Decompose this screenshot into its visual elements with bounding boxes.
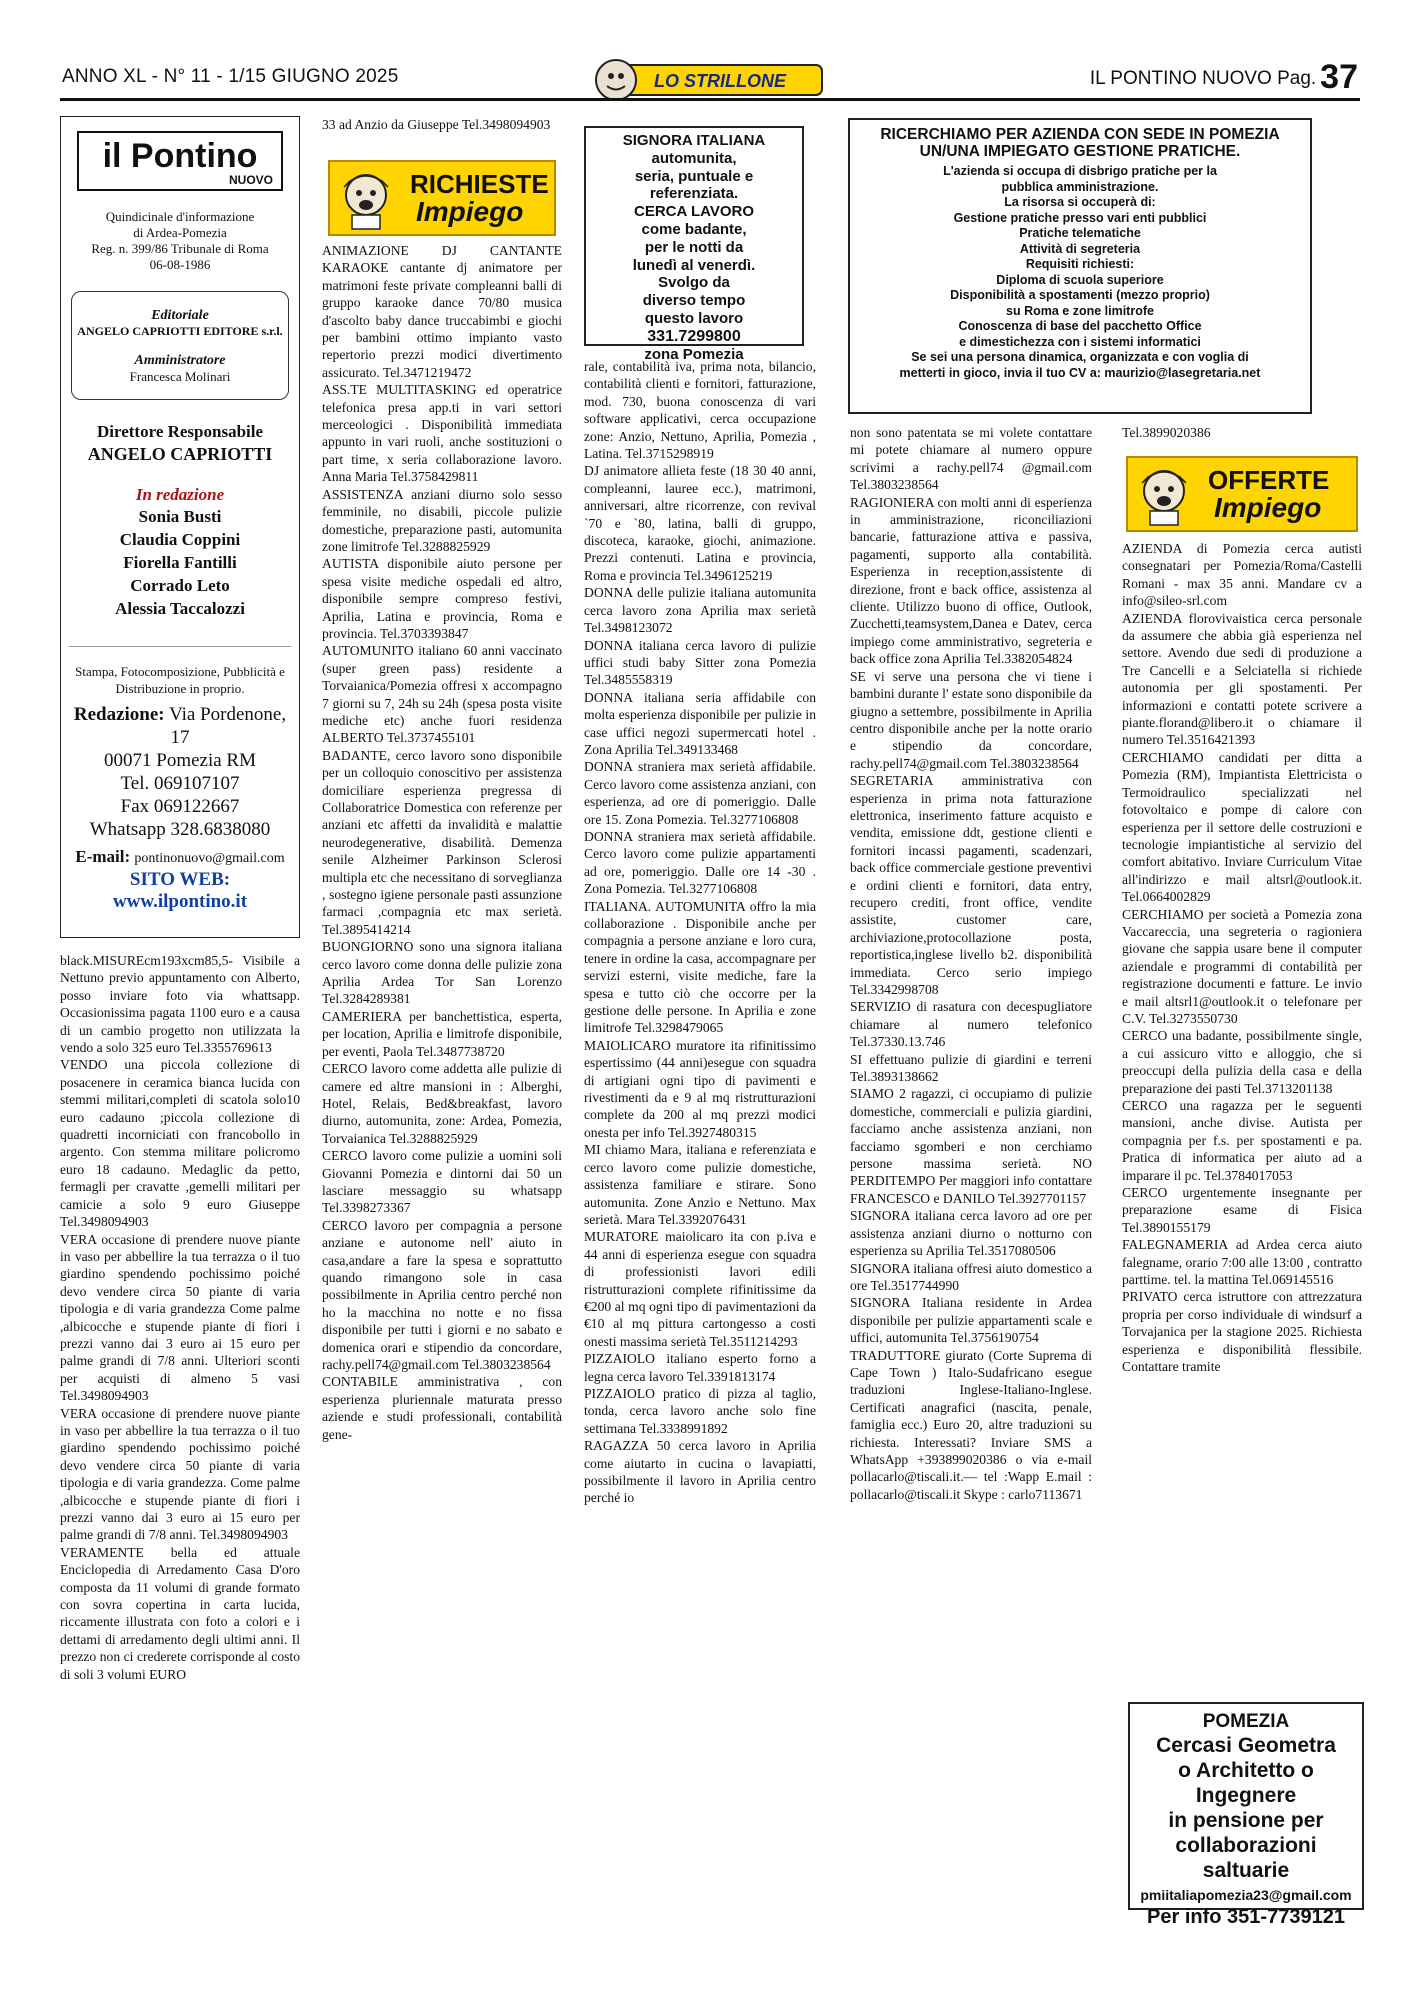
ad-line: Gestione pratiche presso vari enti pubblici xyxy=(953,210,1207,225)
info-line: Reg. n. 399/86 Tribunale di Roma xyxy=(91,241,269,256)
ad-line: come badante, xyxy=(641,220,747,238)
paper-subtitle: NUOVO xyxy=(228,173,273,187)
classified-ad: DONNA italiana seria affidabile con molta esperienza disponibile per pulizie in case uffici negozi supermercati hotel . Zona Aprilia Tel.349133468 xyxy=(584,689,816,757)
classified-ad: ANIMAZIONE DJ CANTANTE KARAOKE cantante dj animatore per matrimoni feste private compleanni balli di gruppo karaoke dance 70/80 musica d'ascolto baby dance truccabimbi e giochi per bambini ottimo impianto vasto repertorio prezzi modici divertimento assicurato. Tel.3471219472 xyxy=(322,243,562,380)
newsboy-icon xyxy=(1128,459,1202,529)
ad-headline xyxy=(850,126,1310,160)
classified-ad: SERVIZIO di rasatura con decespugliatore chiamare al numero telefonico Tel.37330.13.746 xyxy=(850,999,1092,1050)
ad-line: L'azienda si occupa di disbrigo pratiche per la xyxy=(943,164,1217,178)
classified-ad: VENDO una piccola collezione di posacenere in ceramica bianca lucida con stemmi militari,completi di scatola solo10 euro cadauno ;piccola collezione di quadretti incorniciati con francobollo in argento. Con stemma militare policromo euro 18 cadauno. Medaglic da petto, fermagli per cravatte ,gemelli militari per camicie a solo 9 euro Giuseppe Tel.3498094903 xyxy=(60,1057,300,1230)
fax: Fax 069122667 xyxy=(120,796,240,817)
classified-ad: DONNA straniera max serietà affidabile. Cerco lavoro come pulizie appartamenti ad ore, pomeriggio. Dalle ore 14 -30 . Zona Pomezia. Tel.3277106808 xyxy=(584,828,816,897)
ad-email[interactable]: pmiitaliapomezia23@gmail.com xyxy=(1140,1887,1352,1903)
richieste-impiego-badge xyxy=(328,160,556,236)
email-address[interactable]: pontinonuovo@gmail.com xyxy=(134,851,285,866)
column-5 xyxy=(1122,540,1362,1690)
ad-line: Conoscenza di base del pacchetto Office xyxy=(958,319,1202,333)
classified-ad: MURATORE maiolicaro ita con p.iva e 44 anni di esperienza esegue con squadra di professionisti lavori edili ristrutturazioni complete rifinitissime da €200 al mq ogni tipo di pavimentazioni da €10 al mq pittura cartongesso a costi onesti massima serietà Tel.3511214293 xyxy=(584,1229,816,1349)
ad-line: Pratiche telematiche xyxy=(1019,226,1141,240)
phone: Tel. 069107107 xyxy=(120,773,240,794)
column-4 xyxy=(850,424,1092,1984)
ad-line: in pensione per xyxy=(1168,1809,1324,1832)
classified-ad: CERCO una ragazza per le seguenti mansioni, anche divise. Autista per compagnia per f.s. per spostamenti e pa. Pratica di informatica per aiuto ad a imparare il pc. Tel.3784017053 xyxy=(1122,1098,1362,1183)
staff-name: Fiorella Fantilli xyxy=(123,553,237,572)
ad-line: Svolgo da xyxy=(658,274,730,292)
classified-ad: CERCHIAMO per società a Pomezia zona Vaccareccia, una segreteria o ragioniera giovane che sappia usare bene il computer aziendale e programmi di contabilità per registrazione documenti e fatture. Le invio e mail altsrl1@outlook.it o telefonare per C.V. Tel.3273550730 xyxy=(1122,906,1362,1026)
editoriale-name: ANGELO CAPRIOTTI EDITORE s.r.l. xyxy=(77,324,283,338)
paper-name: IL PONTINO NUOVO Pag. xyxy=(1089,68,1317,89)
ad-line: La risorsa si occuperà di: xyxy=(1004,195,1156,209)
staff-name: Corrado Leto xyxy=(130,576,230,595)
director-label: Direttore Responsabile xyxy=(96,422,264,441)
ad-line: RICERCHIAMO PER AZIENDA CON SEDE IN POMEZIA xyxy=(880,126,1280,143)
pomezia-geometra-ad xyxy=(1128,1702,1364,1928)
ad-line: lunedì al venerdì. xyxy=(632,256,756,274)
editoriale-label: Editoriale xyxy=(151,308,209,323)
classified-ad: DONNA straniera max serietà affidabile. Cerco lavoro come assistenza anziani, con esperienza, ad ore di pomeriggio. Dalle ore 15. Zona Pomezia. Tel.3277106808 xyxy=(584,759,816,827)
classified-ad: VERA occasione di prendere nuove piante in vaso per abbellire la tua terrazza o il tuo giardino spendendo pochissimo poiché devo vendere circa 50 piante di varia tipologia e di varia grandezza. Come palme ,albicocche e stupende piante di fiori i prezzi vanno dai 3 euro ai 15 euro per palme grandi di 7/8 anni. Tel.3498094903 xyxy=(60,1405,300,1543)
section-subtitle: Impiego xyxy=(1214,492,1322,523)
classified-ad: CERCO lavoro come pulizie a uomini soli Giovanni Pomezia e dintorni dai 50 un lasciare messaggio su whatsapp Tel.3398273367 xyxy=(322,1148,562,1216)
classified-ad: ITALIANA. AUTOMUNITA offro la mia collaborazione . Disponibile anche per compagnia a persone anziane e loro cura, tenere in ordine la casa, accompagnare per servizi esterni, visite mediche, fare la spesa e tutto ciò che occorre per la gestione delle persone. In Aprilia e zone limitrofe Tel.3298479065 xyxy=(584,898,816,1036)
classified-ad: Tel.3899020386 xyxy=(1122,425,1211,440)
address-label: Redazione: xyxy=(73,704,165,725)
page-number-line xyxy=(1090,58,1358,97)
classified-ad: CERCO lavoro come addetta alle pulizie di camere ed altre mansioni in : Alberghi, Hotel, Relais, Bed&breakfast, lavoro diurno, automunita, zone: Ardea, Pomezia, Torvaianica Tel.3288825929 xyxy=(322,1061,562,1146)
ad-line: diverso tempo xyxy=(642,292,746,310)
header-rule xyxy=(60,98,1360,101)
classified-ad: DONNA italiana cerca lavoro di pulizie uffici studi baby Sitter zona Pomezia Tel.3485558319 xyxy=(584,637,816,688)
column-2-top xyxy=(322,116,562,152)
staff-name: Sonia Busti xyxy=(138,507,222,526)
classified-ad: CERCHIAMO candidati per ditta a Pomezia (RM), Impiantista Elettricista o Termoidraulico specializzati nel fotovoltaico e pompe di calore con esperienza per il settore delle costruzioni e tecnologie impiantistiche al servizio del comfort abitativo. Inviare Curriculum Vitae all'indirizzo e mail altsrl@outlook.it. Tel.0664002829 xyxy=(1122,749,1362,905)
azienda-pomezia-ad xyxy=(848,118,1312,414)
classified-ad: CONTABILE amministrativa , con esperienza pluriennale maturata presso aziende e studi professionali, contabilità gene- xyxy=(322,1374,562,1442)
ad-phone: 331.7299800 xyxy=(647,327,741,345)
classified-ad: PIZZAIOLO pratico di pizza al taglio, tonda, cerca lavoro anche solo fine settimana Tel.3338991892 xyxy=(584,1385,816,1436)
column-3 xyxy=(584,358,816,1984)
ad-line: SIGNORA ITALIANA xyxy=(622,132,766,149)
ad-line: o Architetto o Ingegnere xyxy=(1178,1759,1314,1807)
ad-line: Se sei una persona dinamica, organizzata e con voglia di xyxy=(911,350,1249,364)
classified-ad: AZIENDA di Pomezia cerca autisti consegnatari per Pomezia/Roma/Castelli Romani - max 35 anni. Mandare cv a info@sileo-srl.com xyxy=(1122,541,1362,609)
classified-ad: AUTISTA disponibile aiuto persone per spesa visite mediche ospedali ed altro, disponibile sempre compreso festivi, Aprilia, Latina e provincia, Roma e provincia. Tel.3703393847 xyxy=(322,556,562,641)
offerte-impiego-badge xyxy=(1126,456,1358,532)
classified-ad: black.MISUREcm193xcm85,5- Visibile a Nettuno previo appuntamento con Alberto, posso inviare foto via whattsapp. Occasionissima pagata 1100 euro e a causa di un cambio progetto non utilizzata la vendo a solo 325 euro Tel.3355769613 xyxy=(60,953,300,1056)
ad-line: metterti in gioco, invia il tuo CV a: maurizio@lasegretaria.net xyxy=(899,365,1261,380)
ad-line: CERCA LAVORO xyxy=(634,203,754,221)
classified-ad: CERCO una badante, possibilmente single, a cui assicuro vitto e alloggio, che si preoccupi della pulizia della casa e della preparazione dei pasti Tel.3713201138 xyxy=(1122,1028,1362,1096)
page-number: 37 xyxy=(1320,58,1358,96)
page-header xyxy=(0,0,1420,110)
info-line: 06-08-1986 xyxy=(149,257,211,272)
classified-ad: SIGNORA italiana offresi aiuto domestico a ore Tel.3517744990 xyxy=(850,1260,1092,1293)
ad-zone: zona Pomezia xyxy=(644,345,744,363)
classified-ad: SEGRETARIA amministrativa con esperienza in prima nota fatturazione elettronica, inserimento fatture acquisto e vendita, emissione ddt, gestione clienti e fornitori incassi pagamenti, scadenzari, back office commerciale gestione preventivi e ordini clienti e fornitori, data entry, recupero crediti, front office, vendite assistite, customer care, archiviazione,protocollazione posta, reportistica,inglese livello b2. disponibilità immediata. Cerco serio impiego Tel.3342998708 xyxy=(850,773,1092,997)
ad-line: Cercasi Geometra xyxy=(1156,1734,1336,1757)
classified-ad: ASS.TE MULTITASKING ed operatrice telefonica presa app.ti in vari settori merceologici . Disponibilità immediata appunto in vari ruoli, anche sostituzioni o part time, x seria collaborazione lavoro. Anna Maria Tel.3758429811 xyxy=(322,382,562,485)
newsboy-icon xyxy=(330,163,404,233)
director-block xyxy=(69,422,291,465)
ad-line: automunita, xyxy=(651,149,737,167)
registration-info xyxy=(71,209,289,273)
classified-ad: SIGNORA italiana cerca lavoro ad ore per assistenza anziani diurno o notturno con esperienza su Aprilia Tel.3517080506 xyxy=(850,1208,1092,1259)
classified-ad: CERCO lavoro per compagnia a persone anziane e autonome nell' aiuto in casa,andare a fare la spesa e soprattutto quando rimangono sole in casa possibilmente in Aprilia centro perché non ho la macchina no notte e no fissa disponibile per tutti i giorni e no sabato e domenica orari e stipendio da concordare, rachy.pell74@gmail.com Tel.3803238564 xyxy=(322,1217,562,1372)
classified-ad: non sono patentata se mi volete contattare mi potete chiamare al numero oppure scrivimi a rachy.pell74 @gmail.com Tel.3803238564 xyxy=(850,425,1092,493)
classified-ad: FALEGNAMERIA ad Ardea cerca aiuto falegname, orario 7:00 alle 13:00 , contratto parttime. tel. la mattina Tel.069145516 xyxy=(1122,1237,1362,1288)
address-city: 00071 Pomezia RM xyxy=(104,750,256,771)
ad-line: questo lavoro xyxy=(644,309,744,327)
ad-line: e dimestichezza con i sistemi informatici xyxy=(959,334,1201,349)
column-1 xyxy=(60,952,300,1982)
classified-ad: MI chiamo Mara, italiana e referenziata e cerco lavoro come pulizie domestiche, assistenza familiare e stirare. Sono automunita. Zone Anzio e Nettuno. Max serietà. Mara Tel.3392076431 xyxy=(584,1142,816,1227)
section-title: RICHIESTE xyxy=(410,169,549,199)
info-line: Quindicinale d'informazione xyxy=(105,209,255,224)
column-5-top xyxy=(1122,424,1362,446)
ad-line: referenziata. xyxy=(649,185,739,203)
ad-line: seria, puntuale e xyxy=(634,167,754,185)
ad-line: su Roma e zone limitrofe xyxy=(1006,303,1154,318)
staff-name: Claudia Coppini xyxy=(119,530,241,549)
address-street: Via Pordenone, 17 xyxy=(169,704,287,748)
printing-note: Stampa, Fotocomposizione, Pubblicità e Distribuzione in proprio. xyxy=(75,664,285,696)
classified-ad: DONNA delle pulizie italiana automunita cerca lavoro zona Aprilia max serietà Tel.3498123072 xyxy=(584,585,816,636)
classified-ad: PRIVATO cerca istruttore con attrezzatura propria per corso individuale di windsurf a Torvajanica per la stagione 2025. Richiesta esperienza e disponibilità flessibile. Contattare tramite xyxy=(1122,1289,1362,1375)
ad-line: pubblica amministrazione. xyxy=(1001,179,1159,194)
classified-ad: ASSISTENZA anziani diurno solo sesso femminile, no disabili, piccole pulizie domestiche, preparazione pasti, automunita zone limitrofe Tel.3288825929 xyxy=(322,486,562,554)
classified-ad: BADANTE, cerco lavoro sono disponibile per un colloquio conoscitivo per assistenza domiciliare esperienza pregressa di Collaboratrice Domestica con referenze per anziani etc affetti da invalidità e malattie neurodegenerative, disabilità. Demenza senile Alzheimer Parkinson Sclerosi multipla etc che necessitano di sorveglianza , sostegno igiene personale pasti assunzione farmaci ,compagnia etc max serietà. Tel.3895414214 xyxy=(322,747,562,937)
ad-line: collaborazioni saltuarie xyxy=(1175,1834,1317,1882)
classified-ad: PIZZAIOLO italiano esperto forno a legna cerca lavoro Tel.3391813174 xyxy=(584,1351,816,1384)
classified-ad: CERCO urgentemente insegnante per preparazione esame di Fisica Tel.3890155179 xyxy=(1122,1185,1362,1235)
classified-ad: RAGIONIERA con molti anni di esperienza in amministrazione, riconciliazioni bancarie, fatturazione attiva e passiva, pagamenti, supporto alla contabilità. Esperienza in reception,assistente di direzione, front e back office, assistenza al cliente. Utilizzo buono di office, Outlook, Zucchetti,teamsystem,Danea e Datev, cerca impiego come amministrativo, segreteria e back office zona Aprilia Tel.3382054824 xyxy=(850,494,1092,667)
ad-line: UN/UNA IMPIEGATO GESTIONE PRATICHE. xyxy=(919,143,1241,160)
classified-ad: AZIENDA florovivaistica cerca personale da assumere che abbia già esperienza nel settore. Avendo due sedi di produzione a Tre Cancelli e a Selciatella si richiede autonomia per gli spostamenti. Per informazioni e contatti potete scrivere a piante.florand@libero.it o chiamare il numero Tel.3516421393 xyxy=(1122,610,1362,748)
staff-label: In redazione xyxy=(135,485,225,504)
address-block xyxy=(69,703,291,841)
ad-line: per le notti da xyxy=(644,238,744,256)
email-line xyxy=(69,847,291,867)
classified-ad: BUONGIORNO sono una signora italiana cerco lavoro come donna delle pulizie zona Aprilia Ardea Tor San Lorenzo Tel.3284289381 xyxy=(322,939,562,1007)
director-name: ANGELO CAPRIOTTI xyxy=(87,444,273,464)
staff-name: Alessia Taccalozzi xyxy=(115,599,245,618)
ad-line: POMEZIA xyxy=(1202,1711,1290,1732)
signora-italiana-ad xyxy=(584,126,804,363)
classified-ad: MAIOLICARO muratore ita rifinitissimo espertissimo (44 anni)esegue con squadra di artigiani ogni tipo di pavimenti e rivestimenti da e 9 al mq ristrutturazioni complete da 200 al mq prezzi modici onesta per info Tel.3927480315 xyxy=(584,1037,816,1140)
classified-ad: VERAMENTE bella ed attuale Enciclopedia di Arredamento Casa D'oro composta da 11 volumi di grande formato con sovra copertina in carta lucida, riccamente illustrata con foto a colori e i dettami di arredamento degli ultimi anni. Il prezzo non ci crederete corrisponde al costo di soli 3 volumi EURO xyxy=(60,1544,300,1682)
logo-text: LO STRILLONE xyxy=(654,71,786,91)
classified-ad: VERA occasione di prendere nuove piante in vaso per abbellire la tua terrazza o il tuo giardino spendendo pochissimo poiché devo vendere circa 50 piante di varia tipologia e di varia grandezza Come palme ,albicocche e stupende piante di fiori i prezzi vanno dai 3 euro ai 15 euro per palme grandi di 7/8 anni. Ulteriori sconti per acquisti di almeno 5 vasi Tel.3498094903 xyxy=(60,1231,300,1404)
classified-ad: DJ animatore allieta feste (18 30 40 anni, compleanni, lauree ecc.), matrimoni, anniversari, altre ricorrenze, con revival `70 e `80, latina, balli di gruppo, discoteca, karaoke, giochi, animazione. Prezzi contenuti. Latina e provincia, Roma e provincia Tel.3496125219 xyxy=(584,463,816,583)
classified-ad: CAMERIERA per banchettistica, esperta, per location, Aprilia e limitrofe disponibile, per eventi, Paola Tel.3487738720 xyxy=(322,1008,562,1059)
issue-line: ANNO XL - N° 11 - 1/15 GIUGNO 2025 xyxy=(62,66,399,87)
classified-ad: SIGNORA Italiana residente in Ardea disponibile per pulizie appartamenti scale e uffici, automunita Tel.3756190754 xyxy=(850,1295,1092,1346)
classified-ad: SIAMO 2 ragazzi, ci occupiamo di pulizie domestiche, commerciali e pulizia giardini, facciamo anche assistenza anziani, non facciamo sgomberi e non cerchiamo persone massima serietà. NO PERDITEMPO Per maggiori info contattare FRANCESCO e DANILO Tel.3927701157 xyxy=(850,1086,1092,1206)
paper-title: il Pontino xyxy=(102,137,258,175)
contact-block xyxy=(69,646,291,913)
website-link[interactable]: SITO WEB: www.ilpontino.it xyxy=(112,869,248,912)
masthead-box xyxy=(60,116,300,938)
classified-ad: AUTOMUNITO italiano 60 anni vaccinato (super green pass) residente a Torvaianica/Pomezia offresi x accompagno 7 giorni su 7, 24h su 24h (spesa posta visite mediche etc) anche fuori residenza ALBERTO Tel.3737455101 xyxy=(322,643,562,746)
whatsapp: Whatsapp 328.6838080 xyxy=(89,819,271,840)
section-subtitle: Impiego xyxy=(416,196,524,227)
ad-line: Diploma di scuola superiore xyxy=(996,272,1164,287)
amministratore-name: Francesca Molinari xyxy=(129,369,231,384)
classified-ad: SI effettuano pulizie di giardini e terreni Tel.3893138662 xyxy=(850,1051,1092,1085)
classified-ad: 33 ad Anzio da Giuseppe Tel.3498094903 xyxy=(322,117,551,132)
info-line: di Ardea-Pomezia xyxy=(133,225,227,240)
ad-line: Attività di segreteria xyxy=(1019,241,1141,256)
amministratore-label: Amministratore xyxy=(134,353,226,368)
editorial-staff xyxy=(61,485,299,620)
ad-body xyxy=(850,164,1310,381)
classified-ad: rale, contabilità iva, prima nota, bilancio, contabilità clienti e fornitori, fatturazione, mod. 730, buona conoscenza di vari software applicativi, cerca occupazione zone: Anzio, Nettuno, Aprilia, Pomezia , Latina. Tel.3715298919 xyxy=(584,359,816,462)
ad-phone: Per info 351-7739121 xyxy=(1147,1906,1345,1928)
ad-line: Requisiti richiesti: xyxy=(1025,257,1135,271)
classified-ad: SE vi serve una persona che vi tiene i bambini durante l' estate sono disponibile da giugno a settembre, possibilmente in Aprilia centro disponibile anche per la notte orario e stipendio da concordare, rachy.pell74@gmail.com Tel.3803238564 xyxy=(850,668,1092,771)
classified-ad: TRADUTTORE giurato (Corte Suprema di Cape Town ) Italo-Sudafricano esegue traduzioni Inglese-Italiano-Inglese. Certificati anagrafici (nascita, penale, famiglia ecc.) Euro 20, altre traduzioni su richiesta. Interessati? Inviare SMS a WhatsApp +393899020386 o via e-mail pollacarlo@tiscali.it.— tel :Wapp E.mail : pollacarlo@tiscali.it Skype : carlo7113671 xyxy=(850,1347,1092,1502)
ad-line: Disponibilità a spostamenti (mezzo proprio) xyxy=(950,288,1210,302)
section-title: OFFERTE xyxy=(1208,465,1330,495)
masthead-title xyxy=(77,131,283,191)
classified-ad: RAGAZZA 50 cerca lavoro in Aprilia come aiutarto in cucina o lavapiatti, possibilmente il lavoro in Aprilia centro perché io xyxy=(584,1438,816,1506)
email-label: E-mail: xyxy=(75,847,131,866)
column-2 xyxy=(322,242,562,1984)
publisher-box xyxy=(71,291,289,400)
